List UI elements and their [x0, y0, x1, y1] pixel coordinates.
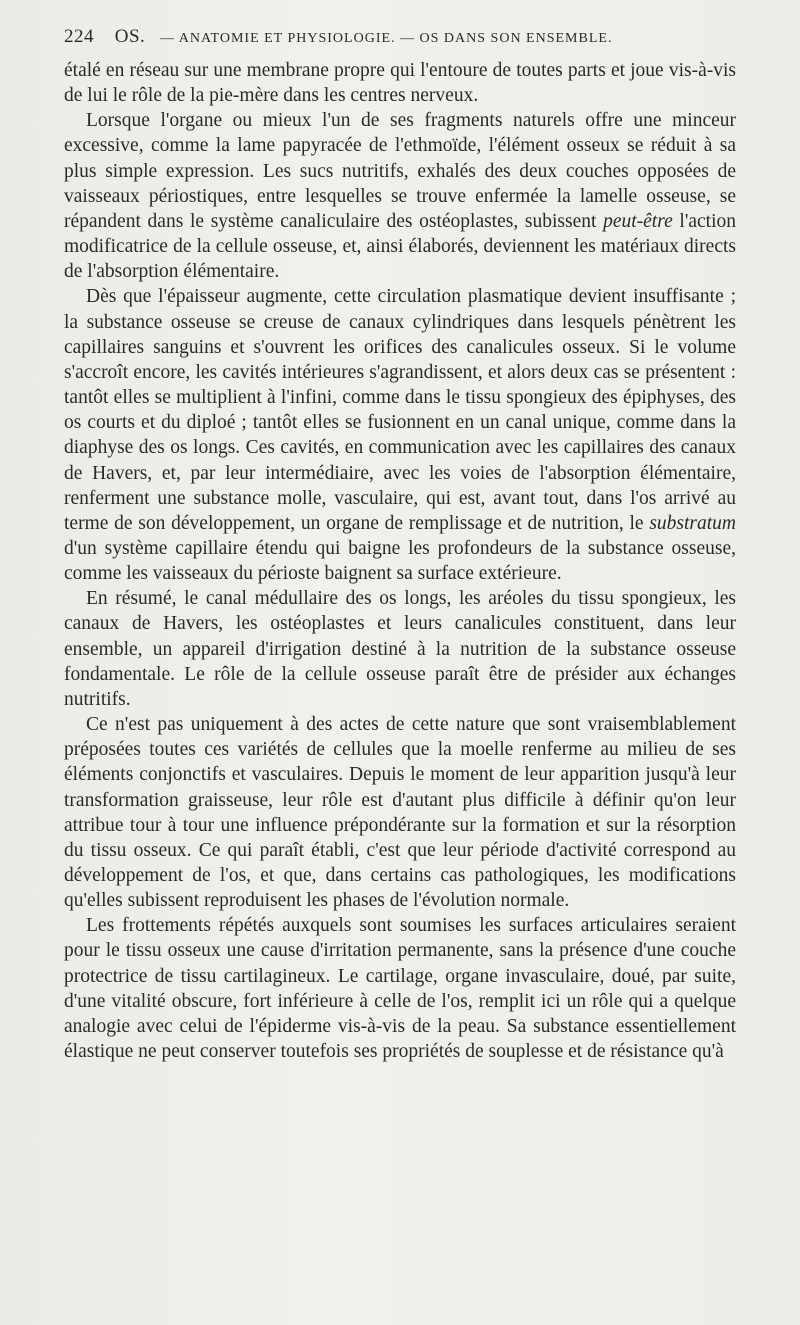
paragraph [64, 284, 736, 586]
paragraph: Les frottements répétés auxquels sont soumises les surfaces articulaires seraient pour le tissu osseux une cause d'irritation permanente, sans la présence d'une couche protectrice de tissu cartilagineux. Le cartilage, organe invasculaire, doué, par suite, d'une vitalité obscure, fort inférieure à celle de l'os, remplit ici un rôle qui a quelque analogie avec celui de l'épiderme vis-à-vis de la peau. Sa substance essentiellement élastique ne peut conserver toutefois ses propriétés de souplesse et de résistance qu'à [64, 915, 736, 1063]
paragraph [64, 108, 736, 284]
paragraph-text: Dès que l'épaisseur augmente, cette circulation plasmatique devient insuffisante ; la substance osseuse se creuse de canaux cylindriques dans lesquels pénètrent les capillaires sanguins et s'ouvrent les orifices des canalicules osseux. Si le volume s'accroît encore, les cavités intérieures s'agrandissent, et alors deux cas se présentent : tantôt elles se multiplient à l'infini, comme dans le tissu spongieux des épiphyses, des os courts et du diploé ; tantôt elles se fusionnent en un canal unique, comme dans la diaphyse des os longs. Ces cavités, en communication avec les capillaires des canaux de Havers, et, par leur intermédiaire, avec les voies de l'absorption élémentaire, renferment une substance molle, vasculaire, qui est, avant tout, dans l'os arrivé au terme de son développement, un organe de remplissage et de nutrition, le [64, 286, 736, 534]
page-number: 224 [64, 26, 94, 47]
paragraph-text: Lorsque l'organe ou mieux l'un de ses fragments naturels offre une minceur excessive, comme la lame papyracée de l'ethmoïde, l'élément osseux se réduit à sa plus simple expression. Les sucs nutritifs, exhalés des deux couches opposées de vaisseaux périostiques, entre lesquelles se trouve enfermée la lamelle osseuse, se répandent dans le système canaliculaire des ostéoplastes, subissent [64, 110, 736, 232]
italic-term: peut-être [603, 210, 673, 232]
paragraph-text: l'action modificatrice de la cellule osseuse, et, ainsi élaborés, deviennent les matériaux directs de l'absorption élémentaire. [64, 210, 736, 283]
italic-term: substratum [649, 512, 737, 534]
running-title: — ANATOMIE ET PHYSIOLOGIE. — OS DANS SON ENSEMBLE. [160, 31, 613, 46]
section-label: OS. [114, 26, 146, 47]
paragraph: Ce n'est pas uniquement à des actes de cette nature que sont vraisemblablement préposées toutes ces variétés de cellules que la moelle renferme au milieu de ses éléments conjonctifs et vasculaires. Depuis le moment de leur apparition jusqu'à leur transformation graisseuse, leur rôle est d'autant plus difficile à définir qu'on leur attribue tour à tour une influence prépondérante sur la formation et sur la résorption du tissu osseux. Ce qui paraît établi, c'est que leur période d'activité correspond au développement de l'os, et que, dans certains cas pathologiques, les modifications qu'elles subissent reproduisent les phases de l'évolution normale. [64, 714, 736, 912]
page-header [64, 26, 736, 54]
paragraph: En résumé, le canal médullaire des os longs, les aréoles du tissu spongieux, les canaux de Havers, les ostéoplastes et leurs canalicules constituent, dans leur ensemble, un appareil d'irrigation destiné à la nutrition de la substance osseuse fondamentale. Le rôle de la cellule osseuse paraît être de présider aux échanges nutritifs. [64, 588, 736, 710]
body-text [64, 58, 736, 1064]
paragraph-text: d'un système capillaire étendu qui baigne les profondeurs de la substance osseuse, comme les vaisseaux du périoste baignent sa surface extérieure. [64, 537, 736, 585]
paragraph-continued: étalé en réseau sur une membrane propre qui l'entoure de toutes parts et joue vis-à-vis de lui le rôle de la pie-mère dans les centres nerveux. [64, 60, 736, 107]
